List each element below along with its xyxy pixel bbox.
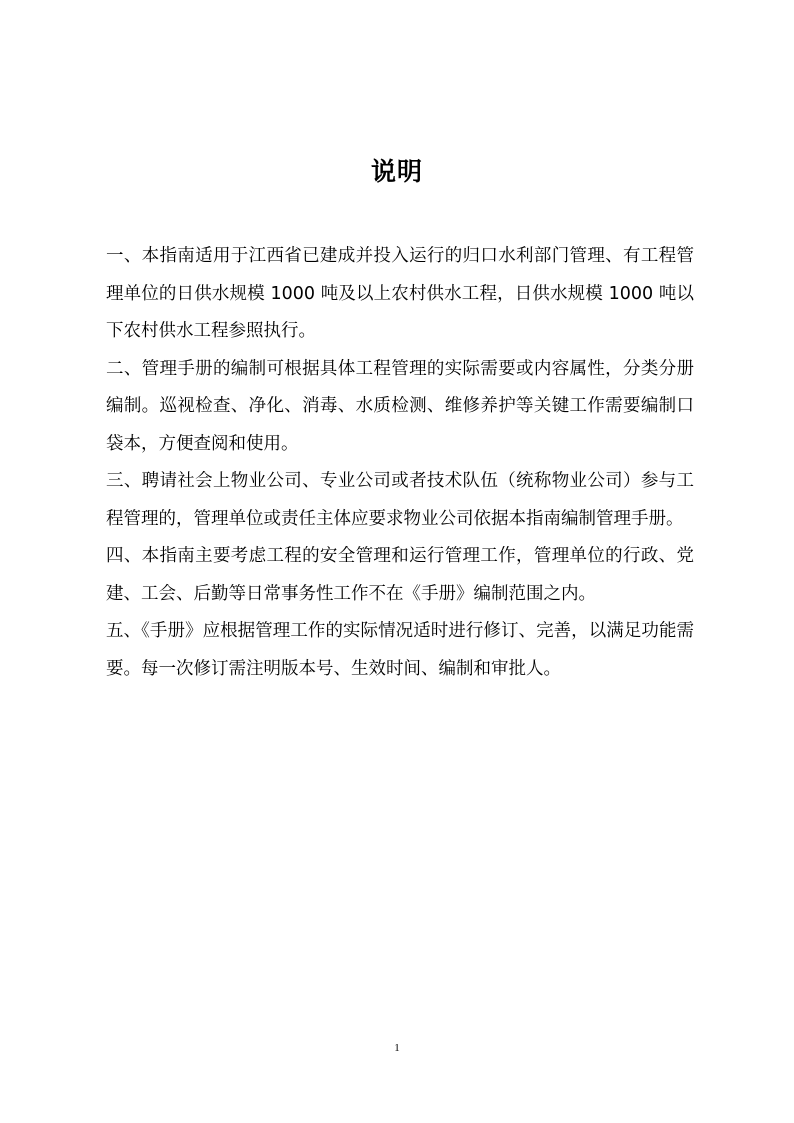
page-number: 1 [394, 1042, 400, 1054]
paragraph-1: 一、本指南适用于江西省已建成并投入运行的归口水利部门管理、有工程管理单位的日供水规模 1000 吨及以上农村供水工程，日供水规模 1000 吨以下农村供水工程参照执行。 [106, 246, 694, 341]
paragraph-4: 四、本指南主要考虑工程的安全管理和运行管理工作，管理单位的行政、党建、工会、后勤等日常事务性工作不在《手册》编制范围之内。 [106, 546, 694, 604]
paragraph-2: 二、管理手册的编制可根据具体工程管理的实际需要或内容属性，分类分册编制。巡视检查、净化、消毒、水质检测、维修养护等关键工作需要编制口袋本，方便查阅和使用。 [106, 358, 694, 454]
paragraph-5: 五、《手册》应根据管理工作的实际情况适时进行修订、完善，以满足功能需要。每一次修订需注明版本号、生效时间、编制和审批人。 [106, 621, 694, 679]
page-title: 说明 [370, 157, 423, 186]
paragraph-3: 三、聘请社会上物业公司、专业公司或者技术队伍（统称物业公司）参与工程管理的，管理单位或责任主体应要求物业公司依据本指南编制管理手册。 [106, 471, 694, 529]
document-body [106, 238, 694, 688]
